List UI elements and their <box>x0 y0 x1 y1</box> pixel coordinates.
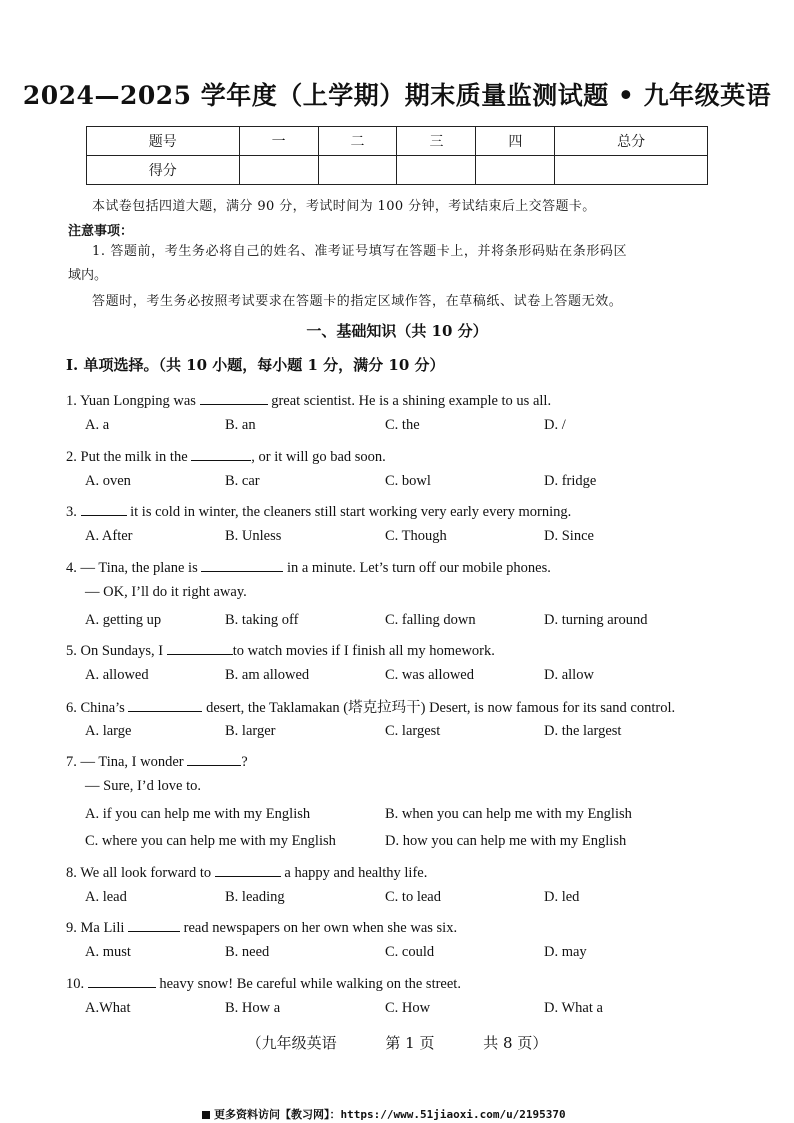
answer-option: C. How <box>385 1000 431 1016</box>
answer-option: D. What a <box>544 1000 603 1016</box>
answer-option: D. turning around <box>544 612 648 628</box>
option-row <box>85 473 725 493</box>
question-stem-text: 4. — Tina, the plane is <box>66 560 202 576</box>
option-row <box>85 612 725 632</box>
answer-option: C. could <box>385 944 435 960</box>
dialogue-reply <box>85 584 725 604</box>
question-stem <box>66 390 551 410</box>
question-stem-text: ? <box>241 754 248 770</box>
score-label-cell: 得分 <box>87 156 240 185</box>
source-link-text: 更多资料访问【教习网】：https://www.51jiaoxi.com/u/2195370 <box>214 1108 566 1121</box>
section-title: I. 单项选择。（共 10 小题，每小题 1 分，满分 10 分） <box>66 356 445 374</box>
footer-subject: （九年级英语 <box>246 1034 337 1052</box>
answer-option: C. to lead <box>385 889 441 905</box>
answer-blank <box>215 862 281 877</box>
question-stem-text: it is cold in winter, the cleaners still start working very early every morning. <box>126 504 572 520</box>
answer-blank <box>167 640 233 655</box>
question-stem-text: 3. <box>66 504 81 520</box>
answer-option: A. oven <box>85 473 131 489</box>
answer-blank <box>191 446 251 461</box>
answer-blank <box>128 697 202 712</box>
answer-option: C. where you can help me with my English <box>85 833 336 849</box>
question-stem <box>66 751 248 771</box>
answer-option: D. allow <box>544 667 594 683</box>
dialogue-reply-text: — Sure, I’d love to. <box>85 778 201 794</box>
option-row <box>85 417 725 437</box>
option-row <box>85 889 725 909</box>
source-link[interactable] <box>202 1106 566 1122</box>
answer-option: B. larger <box>225 723 276 739</box>
answer-option: D. how you can help me with my English <box>385 833 627 849</box>
answer-option: B. an <box>225 417 256 433</box>
score-empty-cell <box>318 156 397 185</box>
question-stem-text: 9. Ma Lili <box>66 920 129 936</box>
footer-total: 共 8 页） <box>483 1034 548 1052</box>
answer-option: D. led <box>544 889 580 905</box>
answer-option: C. the <box>385 417 420 433</box>
question-stem-text: in a minute. Let’s turn off our mobile phones. <box>283 560 551 576</box>
score-cell: 三 <box>397 127 476 156</box>
flag-icon <box>202 1111 210 1119</box>
option-row <box>85 806 725 826</box>
answer-option: B. need <box>225 944 270 960</box>
dialogue-reply-text: — OK, I’ll do it right away. <box>85 584 247 600</box>
note-item-1: 1. 答题前，考生务必将自己的姓名、准考证号填写在答题卡上，并将条形码贴在条形码区 <box>92 244 628 259</box>
answer-option: A. large <box>85 723 132 739</box>
question-stem <box>66 973 461 993</box>
answer-option: C. largest <box>385 723 441 739</box>
question-stem <box>66 446 386 466</box>
option-row <box>85 723 725 743</box>
answer-option: A. lead <box>85 889 127 905</box>
option-row <box>85 833 725 853</box>
question-stem-text: , or it will go bad soon. <box>251 449 386 465</box>
answer-option: C. Though <box>385 528 447 544</box>
option-row <box>85 528 725 548</box>
question-stem-text: 7. — Tina, I wonder <box>66 754 188 770</box>
answer-option: B. leading <box>225 889 285 905</box>
answer-option: C. falling down <box>385 612 476 628</box>
score-cell: 总分 <box>555 127 708 156</box>
answer-option: B. taking off <box>225 612 299 628</box>
score-table-score-row <box>87 156 708 185</box>
answer-blank <box>128 917 180 932</box>
exam-intro: 本试卷包括四道大题，满分 90 分，考试时间为 100 分钟，考试结束后上交答题卡。 <box>92 199 596 214</box>
question-stem-text: 10. <box>66 976 88 992</box>
question-stem <box>66 696 675 717</box>
answer-option: A. getting up <box>85 612 162 628</box>
question-stem <box>66 557 551 577</box>
exam-title: 2024—2025 学年度（上学期）期末质量监测试题 • 九年级英语 <box>22 81 772 110</box>
question-stem-text: 2. Put the milk in the <box>66 449 192 465</box>
notes-heading: 注意事项： <box>68 224 134 239</box>
question-stem-text: 5. On Sundays, I <box>66 643 167 659</box>
question-stem-text: to watch movies if I finish all my homework. <box>232 643 495 659</box>
answer-option: C. was allowed <box>385 667 474 683</box>
note-item-2: 答题时，考生务必按照考试要求在答题卡的指定区域作答，在草稿纸、试卷上答题无效。 <box>92 294 623 309</box>
score-empty-cell <box>555 156 708 185</box>
score-table-header-row <box>87 127 708 156</box>
answer-blank <box>88 973 156 988</box>
question-stem-text: great scientist. He is a shining example to us all. <box>267 393 552 409</box>
dialogue-reply <box>85 778 725 798</box>
question-stem-text: heavy snow! Be careful while walking on the street. <box>155 976 461 992</box>
answer-option: A. After <box>85 528 133 544</box>
answer-blank <box>81 501 127 516</box>
note-item-1-cont: 域内。 <box>68 268 108 283</box>
question-stem <box>66 640 495 660</box>
answer-option: B. am allowed <box>225 667 310 683</box>
question-stem-text: 8. We all look forward to <box>66 865 215 881</box>
answer-option: D. / <box>544 417 566 433</box>
answer-option: D. fridge <box>544 473 597 489</box>
score-cell: 一 <box>239 127 318 156</box>
answer-option: A. must <box>85 944 131 960</box>
score-empty-cell <box>476 156 555 185</box>
answer-option: A. if you can help me with my English <box>85 806 311 822</box>
score-empty-cell <box>239 156 318 185</box>
answer-blank <box>200 390 268 405</box>
page-footer <box>0 1032 794 1053</box>
answer-option: C. bowl <box>385 473 431 489</box>
answer-option: A. a <box>85 417 110 433</box>
answer-option: D. the largest <box>544 723 622 739</box>
option-row <box>85 667 725 687</box>
answer-option: B. Unless <box>225 528 282 544</box>
question-stem <box>66 501 571 521</box>
score-empty-cell <box>397 156 476 185</box>
score-cell: 二 <box>318 127 397 156</box>
answer-blank <box>201 557 283 572</box>
question-stem <box>66 862 427 882</box>
question-stem-text: read newspapers on her own when she was six. <box>180 920 458 936</box>
question-stem-text: desert, the Taklamakan (塔克拉玛干) Desert, is now famous for its sand control. <box>202 700 676 716</box>
part-title: 一、基础知识（共 10 分） <box>306 322 488 340</box>
question-stem <box>66 917 457 937</box>
answer-option: D. Since <box>544 528 594 544</box>
answer-blank <box>187 751 241 766</box>
score-table <box>86 126 708 185</box>
answer-option: D. may <box>544 944 587 960</box>
answer-option: B. How a <box>225 1000 281 1016</box>
answer-option: B. when you can help me with my English <box>385 806 632 822</box>
option-row <box>85 944 725 964</box>
score-cell: 题号 <box>87 127 240 156</box>
score-cell: 四 <box>476 127 555 156</box>
question-stem-text: 1. Yuan Longping was <box>66 393 200 409</box>
answer-option: A. allowed <box>85 667 149 683</box>
question-stem-text: a happy and healthy life. <box>280 865 428 881</box>
answer-option: B. car <box>225 473 260 489</box>
footer-page: 第 1 页 <box>385 1034 435 1052</box>
question-stem-text: 6. China’s <box>66 700 129 716</box>
option-row <box>85 1000 725 1020</box>
answer-option: A.What <box>85 1000 131 1016</box>
